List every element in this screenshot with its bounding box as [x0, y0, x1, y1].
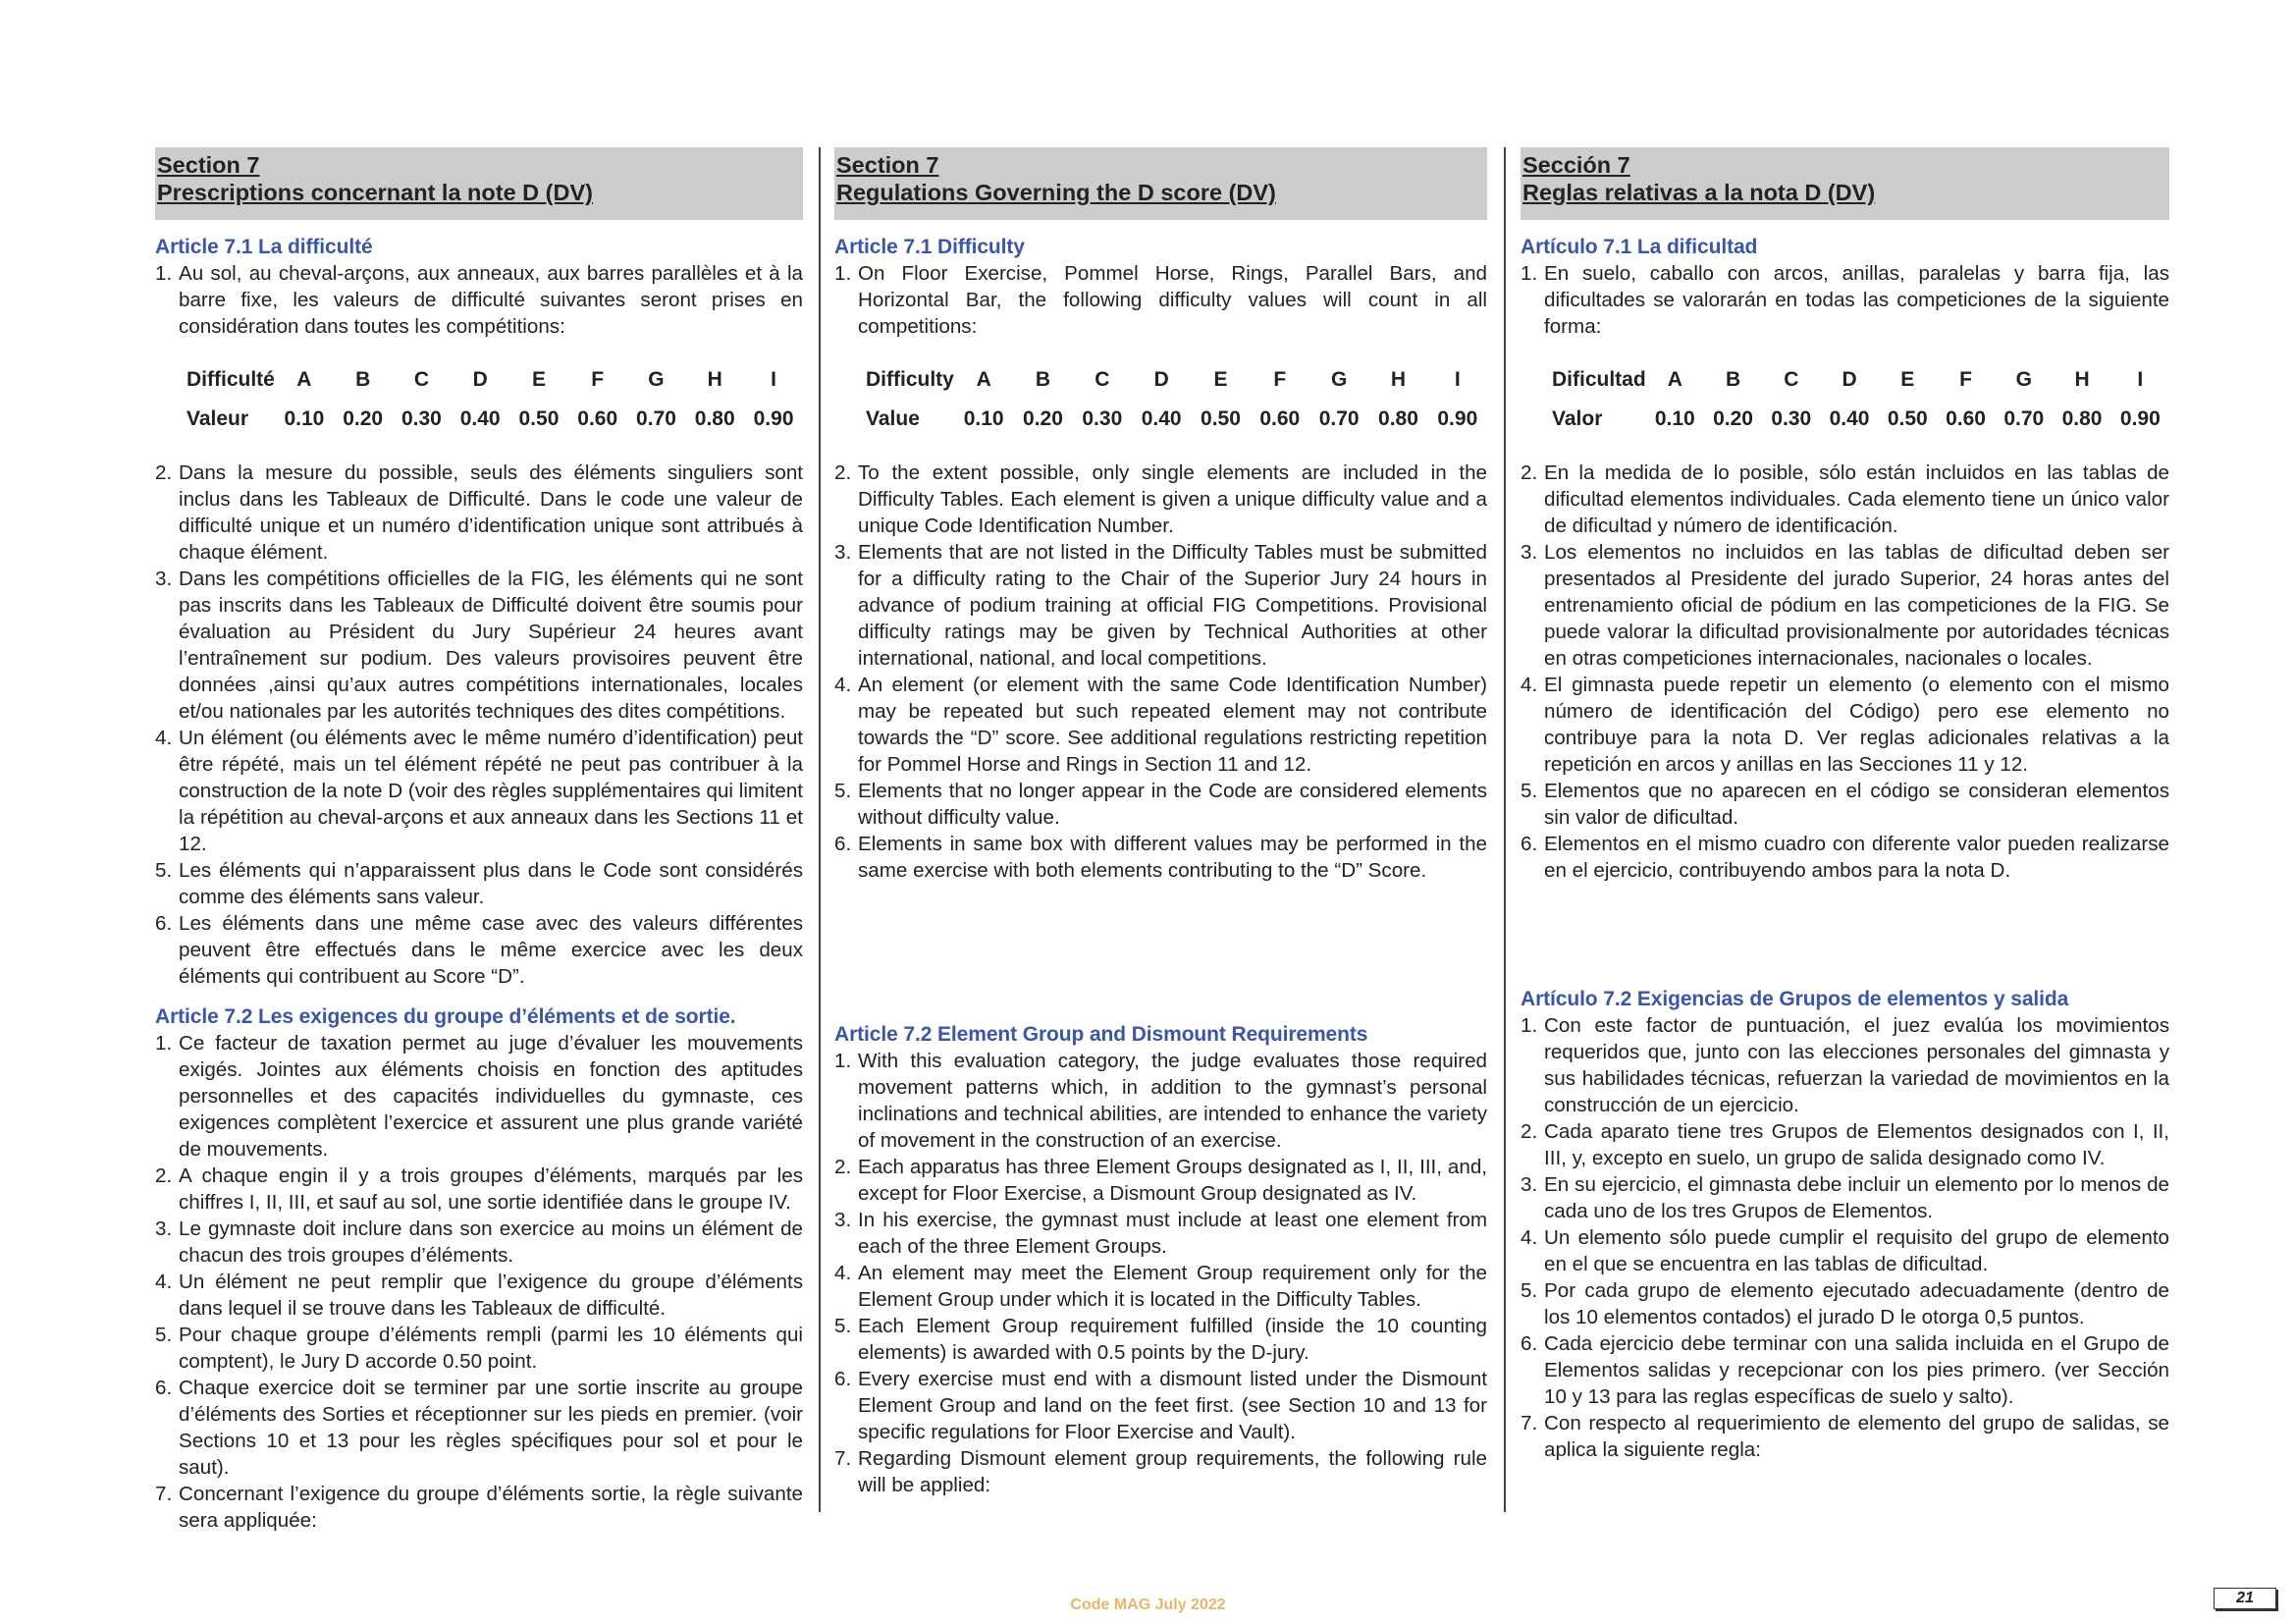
item-text: Los elementos no incluidos en las tablas de dificultad deben ser presentados al Presidente del jurado Superior, 24 horas antes del entrenamiento oficial de pódium en las competiciones de la FIG. Se puede valorar la dificultad provisionalmente por autoridades técnicas en otras competiciones internacionales, nacionales o locales. — [1544, 541, 2169, 670]
difficulty-letter: I — [771, 367, 776, 391]
item-text: Elements that are not listed in the Difficulty Tables must be submitted for a difficulty rating to the Chair of the Superior Jury 24 hours in advance of podium training at official FIG Competitions. Provisional difficulty ratings may be given by Technical Authorities at other international, national, and local competitions. — [858, 541, 1487, 670]
difficulty-value: 0.10 — [284, 406, 325, 430]
list-item — [1521, 831, 2169, 884]
footer-code-title: Code MAG July 2022 — [1070, 1597, 1226, 1613]
item-text: Por cada grupo de elemento ejecutado adecuadamente (dentro de los 10 elementos contados) el jurado D le otorga 0,5 puntos. — [1544, 1279, 2169, 1328]
section-title: Regulations Governing the D score (DV) — [836, 180, 1276, 205]
difficulty-value: 0.50 — [1887, 406, 1928, 430]
item-text: Each apparatus has three Element Groups designated as I, II, III, and, except for Floor Exercise, a Dismount Group designated as IV. — [858, 1156, 1487, 1205]
list-item — [155, 910, 803, 990]
item-number: 5. — [1521, 780, 1538, 802]
list-item — [155, 1216, 803, 1269]
item-text: Un élément (ou éléments avec le même numéro d’identification) peut être répété, mais un tel élément répété ne peut pas contribuer à la construction de la note D (voir des règles supplémentaires qui limitent la répétition au cheval-arçons et aux anneaux dans les Sections 11 et 12. — [179, 727, 803, 855]
list-item — [155, 1481, 803, 1534]
item-number: 1. — [834, 1050, 852, 1072]
list-item — [834, 778, 1487, 831]
item-number: 2. — [834, 461, 852, 484]
list-item — [1521, 260, 2169, 340]
item-number: 5. — [834, 780, 852, 802]
item-number: 6. — [834, 1368, 852, 1390]
list-item — [1521, 1171, 2169, 1224]
item-text: Chaque exercice doit se terminer par une sortie inscrite au groupe d’éléments des Sorties et réceptionner sur les pieds en premier. (voir Sections 10 et 13 pour les règles spécifiques pour sol et pour le saut). — [179, 1377, 803, 1479]
article-7-1-list — [834, 260, 1487, 884]
list-item — [1521, 1224, 2169, 1277]
item-number: 6. — [155, 912, 173, 935]
section-number: Section 7 — [157, 152, 260, 178]
difficulty-letter: B — [355, 367, 371, 391]
difficulty-letter: C — [1784, 367, 1799, 391]
item-text: Concernant l’exigence du groupe d’éléments sortie, la règle suivante sera appliquée: — [179, 1483, 803, 1532]
item-number: 1. — [155, 1032, 173, 1055]
list-item — [155, 1269, 803, 1322]
difficulty-row — [834, 359, 1487, 399]
item-number: 2. — [155, 461, 173, 484]
item-text: Each Element Group requirement fulfilled (inside the 10 counting elements) is awarded with 0.5 points by the D-jury. — [858, 1315, 1487, 1364]
difficulty-value: 0.30 — [400, 406, 442, 430]
difficulty-letter: A — [296, 367, 312, 391]
item-number: 2. — [1521, 461, 1538, 484]
item-text: Every exercise must end with a dismount listed under the Dismount Element Group and land on the feet first. (see Section 10 and 13 for specific regulations for Floor Exercise and Vault). — [858, 1368, 1487, 1443]
item-text: In his exercise, the gymnast must include at least one element from each of the three Element Groups. — [858, 1209, 1487, 1258]
list-item — [155, 1163, 803, 1216]
article-7-1-title: Article 7.1 La difficulté — [155, 236, 373, 258]
difficulty-value: 0.80 — [1378, 406, 1418, 430]
item-number: 1. — [1521, 262, 1538, 285]
section-heading — [1521, 147, 2169, 220]
difficulty-letter: C — [1095, 367, 1110, 391]
difficulty-value: 0.40 — [1141, 406, 1182, 430]
section-number: Section 7 — [836, 152, 939, 178]
difficulty-letter: A — [1667, 367, 1682, 391]
difficulty-letter: E — [1213, 367, 1228, 391]
value-row — [155, 399, 803, 438]
value-row — [834, 399, 1487, 438]
difficulty-value: 0.10 — [963, 406, 1004, 430]
list-item — [1521, 778, 2169, 831]
list-item — [1521, 1118, 2169, 1171]
list-item — [1521, 1410, 2169, 1463]
item-number: 3. — [155, 568, 173, 590]
list-item — [834, 1207, 1487, 1260]
difficulty-value-table — [834, 359, 1487, 438]
column-divider-left — [819, 147, 821, 1512]
difficulty-value: 0.50 — [518, 406, 560, 430]
item-text: En su ejercicio, el gimnasta debe incluir un elemento por lo menos de cada uno de los tres Grupos de Elementos. — [1544, 1173, 2169, 1222]
difficulty-letter: H — [2074, 367, 2090, 391]
difficulty-label: Difficulty — [866, 367, 954, 391]
section-heading — [834, 147, 1487, 220]
difficulty-value-table — [1521, 359, 2169, 438]
item-number: 4. — [155, 1271, 173, 1293]
item-number: 2. — [834, 1156, 852, 1178]
difficulty-row — [155, 359, 803, 399]
item-text: Dans la mesure du possible, seuls des éléments singuliers sont inclus dans les Tableaux de Difficulté. Dans le code une valeur de difficulté unique et un numéro d’identification unique sont attribués à chaque élément. — [179, 461, 803, 564]
section-number: Sección 7 — [1522, 152, 1630, 178]
item-number: 5. — [1521, 1279, 1538, 1302]
column-english — [834, 147, 1487, 1498]
article-7-2-list — [834, 1048, 1487, 1498]
difficulty-value: 0.40 — [1829, 406, 1870, 430]
item-number: 6. — [834, 833, 852, 855]
article-spacer — [834, 884, 1487, 1021]
item-text: El gimnasta puede repetir un elemento (o elemento con el mismo número de identificación del Código) pero ese elemento no contribuye para la nota D. Ver reglas adicionales relativas a la repetición en arcos y anillas en las Secciones 11 y 12. — [1544, 674, 2169, 776]
item-text: Pour chaque groupe d’éléments rempli (parmi les 10 éléments qui comptent), le Jury D accorde 0.50 point. — [179, 1324, 803, 1373]
item-text: Dans les compétitions officielles de la FIG, les éléments qui ne sont pas inscrits dans les Tableaux de Difficulté doivent être soumis pour évaluation au Président du Jury Supérieur 24 heures avant l’entraînement sur podium. Des valeurs provisoires peuvent être données ,ainsi qu’aux autres compétitions internationales, locales et/ou nationales par les autorités techniques des dites compétitions. — [179, 568, 803, 723]
value-label: Value — [866, 406, 920, 430]
list-item — [834, 672, 1487, 778]
item-text: A chaque engin il y a trois groupes d’éléments, marqués par les chiffres I, II, III, et sauf au sol, une sortie identifiée dans le groupe IV. — [179, 1164, 803, 1214]
list-item — [155, 1375, 803, 1481]
item-text: To the extent possible, only single elements are included in the Difficulty Tables. Each element is given a unique difficulty value and a unique Code Identification Number. — [858, 461, 1487, 537]
difficulty-value: 0.10 — [1654, 406, 1695, 430]
difficulty-value: 0.70 — [1318, 406, 1360, 430]
item-text: With this evaluation category, the judge evaluates those required movement patterns which, in addition to the gymnast’s personal inclinations and technical abilities, are intended to enhance the variety of movement in the construction of an exercise. — [858, 1050, 1487, 1152]
item-text: Elementos en el mismo cuadro con diferente valor pueden realizarse en el ejercicio, contribuyendo ambos para la nota D. — [1544, 833, 2169, 882]
table-holder — [834, 359, 1487, 438]
item-number: 2. — [155, 1164, 173, 1187]
difficulty-value: 0.50 — [1201, 406, 1241, 430]
difficulty-letter: B — [1035, 367, 1051, 391]
list-item — [155, 857, 803, 910]
difficulty-label: Dificultad — [1552, 367, 1646, 391]
difficulty-row — [1521, 359, 2169, 399]
item-number: 6. — [155, 1377, 173, 1399]
difficulty-letter: E — [531, 367, 546, 391]
difficulty-letter: B — [1725, 367, 1741, 391]
item-text: En suelo, caballo con arcos, anillas, paralelas y barra fija, las dificultades se valorarán en todas las competiciones de la siguiente forma: — [1544, 262, 2169, 338]
article-spacer — [155, 990, 803, 1003]
list-item — [155, 725, 803, 857]
list-item — [834, 1260, 1487, 1313]
difficulty-letter: F — [1273, 367, 1287, 391]
difficulty-letter: E — [1900, 367, 1915, 391]
item-number: 1. — [155, 262, 173, 285]
difficulty-value: 0.20 — [1713, 406, 1753, 430]
column-french — [155, 147, 803, 1534]
item-text: Cada ejercicio debe terminar con una salida incluida en el Grupo de Elementos salidas y recepcionar con los pies primero. (ver Sección 10 y 13 para las reglas específicas de suelo y salto). — [1544, 1332, 2169, 1408]
difficulty-value: 0.70 — [636, 406, 676, 430]
difficulty-value: 0.90 — [1437, 406, 1478, 430]
difficulty-letter: H — [707, 367, 722, 391]
article-7-2-title: Article 7.2 Les exigences du groupe d’éléments et de sortie. — [155, 1005, 736, 1028]
difficulty-letter: D — [1842, 367, 1857, 391]
difficulty-value: 0.20 — [1023, 406, 1063, 430]
article-7-2-title: Article 7.2 Element Group and Dismount Requirements — [834, 1023, 1368, 1046]
item-text: Con este factor de puntuación, el juez evalúa los movimientos requeridos que, junto con las elecciones personales del gimnasta y sus habilidades técnicas, refuerzan la variedad de movimientos en la construcción de un ejercicio. — [1544, 1014, 2169, 1116]
item-text: Elements that no longer appear in the Code are considered elements without difficulty value. — [858, 780, 1487, 829]
item-number: 4. — [155, 727, 173, 749]
list-item — [834, 1445, 1487, 1498]
list-item — [1521, 1012, 2169, 1118]
difficulty-value: 0.70 — [2003, 406, 2045, 430]
value-row — [1521, 399, 2169, 438]
item-number: 6. — [1521, 1332, 1538, 1355]
page-number: 21 — [2214, 1588, 2276, 1609]
section-heading — [155, 147, 803, 220]
item-number: 5. — [155, 859, 173, 882]
list-item — [834, 260, 1487, 340]
difficulty-value: 0.60 — [1259, 406, 1301, 430]
section-title: Reglas relativas a la nota D (DV) — [1522, 180, 1876, 205]
item-text: Un élément ne peut remplir que l’exigence du groupe d’éléments dans lequel il se trouve dans les Tableaux de difficulté. — [179, 1271, 803, 1320]
difficulty-value: 0.90 — [2119, 406, 2161, 430]
difficulty-letter: F — [1959, 367, 1972, 391]
difficulty-letter: A — [976, 367, 991, 391]
item-number: 7. — [834, 1447, 852, 1470]
list-item — [834, 460, 1487, 539]
article-7-1-list — [155, 260, 803, 990]
difficulty-letter: I — [2137, 367, 2144, 391]
item-text: Les éléments qui n’apparaissent plus dans le Code sont considérés comme des éléments sans valeur. — [179, 859, 803, 908]
item-text: An element may meet the Element Group requirement only for the Element Group under which it is located in the Difficulty Tables. — [858, 1262, 1487, 1311]
list-item — [1521, 460, 2169, 539]
item-number: 6. — [1521, 833, 1538, 855]
list-item — [834, 1154, 1487, 1207]
section-title: Prescriptions concernant la note D (DV) — [157, 180, 593, 205]
difficulty-value: 0.20 — [343, 406, 384, 430]
article-7-1-list — [1521, 260, 2169, 884]
item-number: 7. — [1521, 1412, 1538, 1435]
difficulty-value: 0.60 — [1946, 406, 1986, 430]
difficulty-value: 0.30 — [1771, 406, 1812, 430]
item-text: Les éléments dans une même case avec des valeurs différentes peuvent être effectués dans le même exercice avec les deux éléments qui contribuent au Score “D”. — [179, 912, 803, 988]
item-number: 4. — [834, 1262, 852, 1284]
item-text: Au sol, au cheval-arçons, aux anneaux, aux barres parallèles et à la barre fixe, les valeurs de difficulté suivantes seront prises en considération dans toutes les compétitions: — [179, 262, 803, 338]
difficulty-letter: G — [1330, 367, 1348, 391]
list-item — [834, 1313, 1487, 1366]
list-item — [1521, 672, 2169, 778]
list-item — [834, 831, 1487, 884]
difficulty-letter: I — [1454, 367, 1461, 391]
difficulty-value: 0.30 — [1082, 406, 1123, 430]
difficulty-letter: D — [1153, 367, 1169, 391]
column-spanish — [1521, 147, 2169, 1463]
difficulty-label: Difficulté — [187, 367, 275, 391]
difficulty-letter: D — [472, 367, 488, 391]
item-number: 4. — [1521, 674, 1538, 696]
item-text: Regarding Dismount element group requirements, the following rule will be applied: — [858, 1447, 1487, 1496]
item-number: 3. — [1521, 1173, 1538, 1196]
difficulty-letter: H — [1390, 367, 1407, 391]
article-7-2-title: Artículo 7.2 Exigencias de Grupos de elementos y salida — [1521, 988, 2069, 1010]
difficulty-value-table — [155, 359, 803, 438]
article-7-1-title: Article 7.1 Difficulty — [834, 236, 1025, 258]
item-text: An element (or element with the same Code Identification Number) may be repeated but such repeated element may not contribute towards the “D” score. See additional regulations restricting repetition for Pommel Horse and Rings in Section 11 and 12. — [858, 674, 1487, 776]
list-item — [1521, 539, 2169, 672]
value-label: Valeur — [187, 406, 249, 430]
difficulty-value: 0.80 — [2061, 406, 2103, 430]
table-holder — [155, 359, 803, 438]
list-item — [155, 260, 803, 340]
list-item — [155, 1322, 803, 1375]
difficulty-letter: G — [2015, 367, 2032, 391]
item-text: Le gymnaste doit inclure dans son exercice au moins un élément de chacun des trois groupes d’éléments. — [179, 1218, 803, 1267]
item-number: 7. — [155, 1483, 173, 1505]
item-number: 5. — [834, 1315, 852, 1337]
column-divider-right — [1504, 147, 1506, 1512]
item-number: 1. — [834, 262, 852, 285]
item-text: Elements in same box with different values may be performed in the same exercise with both elements contributing to the “D” Score. — [858, 833, 1487, 882]
item-text: En la medida de lo posible, sólo están incluidos en las tablas de dificultad elementos individuales. Cada elemento tiene un único valor de dificultad y número de identificación. — [1544, 461, 2169, 537]
item-number: 5. — [155, 1324, 173, 1346]
item-text: Un elemento sólo puede cumplir el requisito del grupo de elemento en el que se encuentra en las tablas de dificultad. — [1544, 1226, 2169, 1275]
article-7-2-list — [155, 1030, 803, 1534]
difficulty-value: 0.80 — [694, 406, 735, 430]
item-number: 2. — [1521, 1120, 1538, 1143]
item-number: 3. — [834, 1209, 852, 1231]
value-label: Valor — [1552, 406, 1603, 430]
item-number: 3. — [155, 1218, 173, 1240]
item-number: 3. — [1521, 541, 1538, 564]
difficulty-letter: F — [591, 367, 605, 391]
item-number: 1. — [1521, 1014, 1538, 1037]
article-spacer — [1521, 884, 2169, 986]
item-number: 3. — [834, 541, 852, 564]
list-item — [155, 460, 803, 566]
item-text: Ce facteur de taxation permet au juge d’évaluer les mouvements exigés. Jointes aux éléments choisis en fonction des aptitudes personnelles et des capacités individuelles du gymnaste, ces exigences complètent l’exercice et assurent une plus grande variété de mouvements. — [179, 1032, 803, 1161]
article-7-2-list — [1521, 1012, 2169, 1463]
article-7-1-title: Artículo 7.1 La dificultad — [1521, 236, 1758, 258]
item-number: 4. — [834, 674, 852, 696]
difficulty-letter: C — [413, 367, 429, 391]
table-holder — [1521, 359, 2169, 438]
difficulty-value: 0.60 — [577, 406, 618, 430]
difficulty-value: 0.40 — [459, 406, 501, 430]
difficulty-letter: G — [648, 367, 665, 391]
list-item — [834, 1048, 1487, 1154]
item-text: Cada aparato tiene tres Grupos de Elementos designados con I, II, III, y, excepto en suelo, un grupo de salida designado como IV. — [1544, 1120, 2169, 1169]
list-item — [1521, 1330, 2169, 1410]
item-text: On Floor Exercise, Pommel Horse, Rings, Parallel Bars, and Horizontal Bar, the following difficulty values will count in all competitions: — [858, 262, 1487, 338]
list-item — [155, 566, 803, 725]
list-item — [834, 539, 1487, 672]
difficulty-value: 0.90 — [753, 406, 794, 430]
list-item — [1521, 1277, 2169, 1330]
list-item — [834, 1366, 1487, 1445]
item-text: Elementos que no aparecen en el código se consideran elementos sin valor de dificultad. — [1544, 780, 2169, 829]
list-item — [155, 1030, 803, 1163]
item-text: Con respecto al requerimiento de elemento del grupo de salidas, se aplica la siguiente regla: — [1544, 1412, 2169, 1461]
item-number: 4. — [1521, 1226, 1538, 1249]
